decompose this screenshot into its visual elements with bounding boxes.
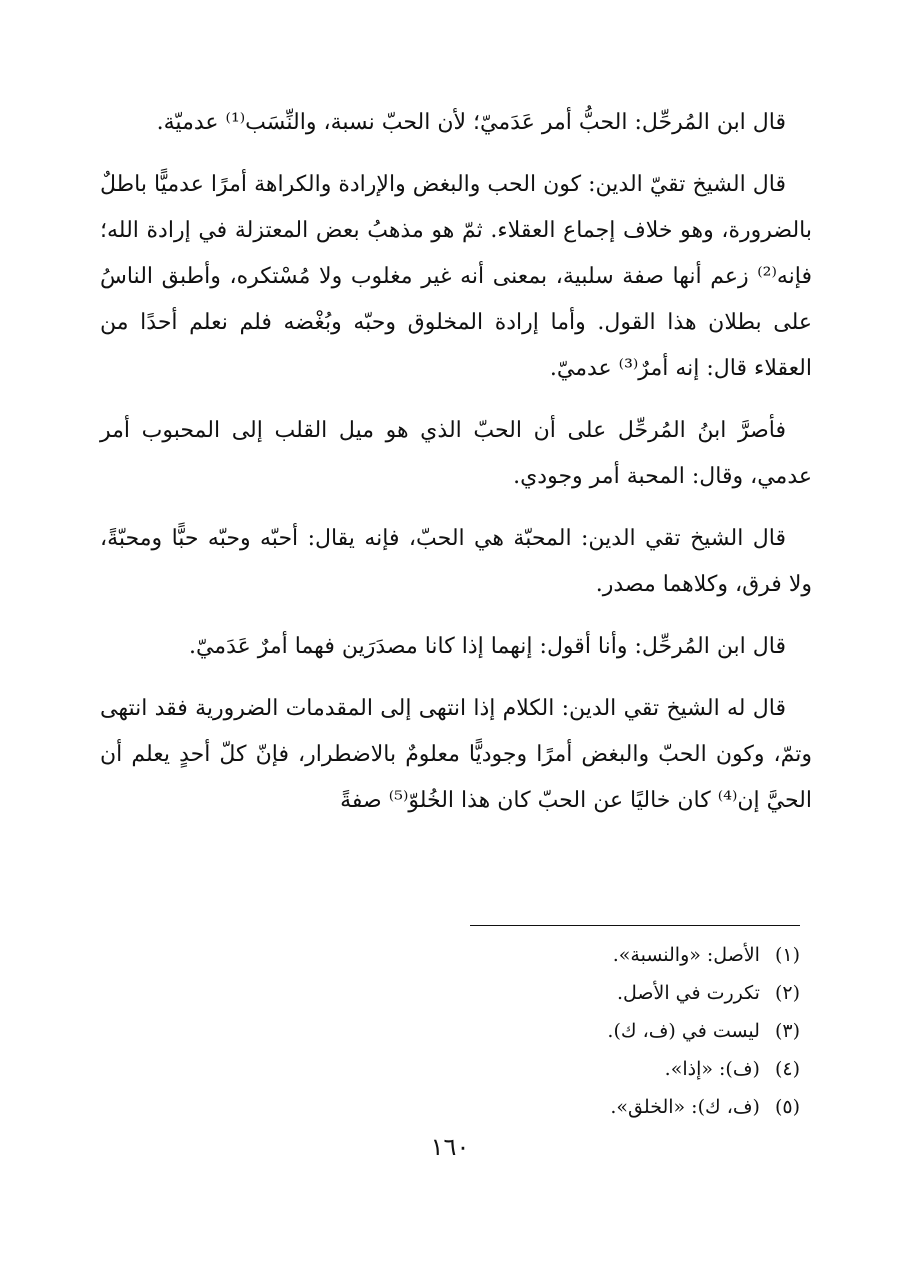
footnote-item <box>350 936 800 974</box>
footnote-text: ليست في (ف، ك). <box>607 1020 760 1042</box>
footnote-number: (٤) <box>774 1058 800 1080</box>
paragraph: قال له الشيخ تقي الدين: الكلام إذا انتهى إلى المقدمات الضرورية فقد انتهى وتمّ، وكون الحبّ والبغض أمرًا وجوديًّا معلومٌ بالاضطرار، فإنّ كلّ أحدٍ يعلم أن الحيَّ إن⁽⁴⁾ كان خاليًا عن الحبّ كان هذا الخُلوّ⁽⁵⁾ صفةً <box>100 696 812 813</box>
paragraph: قال ابن المُرحِّل: الحبُّ أمر عَدَميّ؛ لأن الحبّ نسبة، والنِّسَب⁽¹⁾ عدميّة. <box>156 110 786 135</box>
footnote-item <box>350 1050 800 1088</box>
footnote-separator <box>470 925 800 926</box>
paragraph: فأصرَّ ابنُ المُرحِّل على أن الحبّ الذي هو ميل القلب إلى المحبوب أمر عدمي، وقال: المحبة أمر وجودي. <box>100 418 812 489</box>
paragraph: قال ابن المُرحِّل: وأنا أقول: إنهما إذا كانا مصدَرَين فهما أمرٌ عَدَميّ. <box>188 634 786 659</box>
footnote-text: (ف، ك): «الخلق». <box>610 1096 760 1118</box>
footnote-item <box>350 1088 800 1126</box>
footnote-number: (٣) <box>774 1020 800 1042</box>
footnote-number: (٥) <box>774 1096 800 1118</box>
footnote-number: (٢) <box>774 982 800 1004</box>
footnote-item <box>350 974 800 1012</box>
paragraph: قال الشيخ تقي الدين: المحبّة هي الحبّ، فإنه يقال: أحبّه وحبّه حبًّا ومحبّةً، ولا فرق، وكلاهما مصدر. <box>100 526 812 597</box>
page-number: ١٦٠ <box>430 1133 470 1161</box>
footnotes <box>350 936 800 1126</box>
paragraph: قال الشيخ تقيّ الدين: كون الحب والبغض والإرادة والكراهة أمرًا عدميًّا باطلٌ بالضرورة، وهو خلاف إجماع العقلاء. ثمّ هو مذهبُ بعض المعتزلة في إرادة الله؛ فإنه⁽²⁾ زعم أنها صفة سلبية، بمعنى أنه غير مغلوب ولا مُسْتكره، وأطبق الناسُ على بطلان هذا القول. وأما إرادة المخلوق وحبّه وبُغْضه فلم نعلم أحدًا من العقلاء قال: إنه أمرٌ⁽³⁾ عدميّ. <box>100 172 812 381</box>
footnote-text: الأصل: «والنسبة». <box>612 944 760 966</box>
footnote-text: (ف): «إذا». <box>664 1058 760 1080</box>
footnote-text: تكررت في الأصل. <box>616 982 760 1004</box>
footnote-item <box>350 1012 800 1050</box>
main-text <box>100 100 812 840</box>
footnote-number: (١) <box>774 944 800 966</box>
